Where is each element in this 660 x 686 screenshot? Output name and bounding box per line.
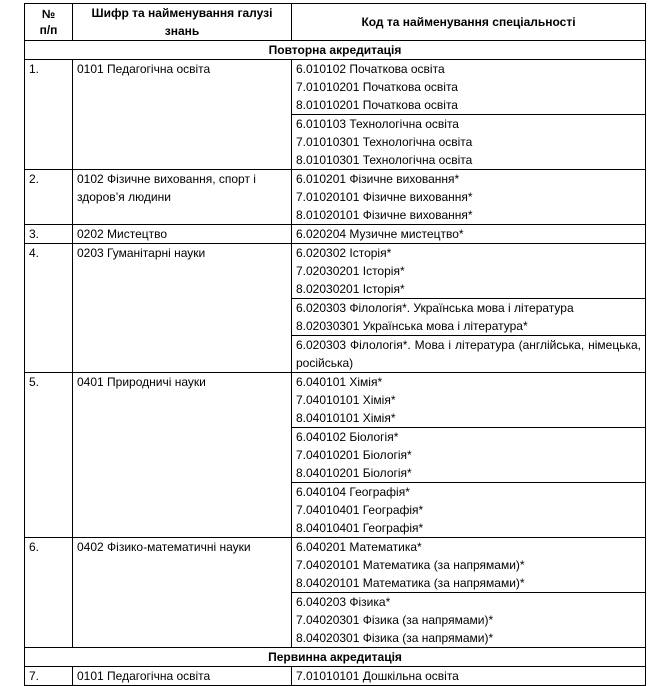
specialty-line: 6.040203 Фізика* bbox=[296, 595, 391, 609]
header-number bbox=[25, 4, 73, 41]
specialty-line: 7.04020301 Фізика (за напрямами)* bbox=[296, 613, 494, 627]
field-of-knowledge: 0202 Мистецтво bbox=[73, 225, 292, 244]
specialty-group bbox=[292, 170, 646, 225]
specialty-line: 7.01010301 Технологічна освіта bbox=[296, 135, 473, 149]
specialty-group bbox=[292, 244, 646, 299]
field-of-knowledge: 0203 Гуманітарні науки bbox=[73, 244, 292, 373]
row-number: 7. bbox=[25, 667, 73, 686]
specialty-line: 7.01010201 Початкова освіта bbox=[296, 80, 458, 94]
specialty-group bbox=[292, 299, 646, 336]
table-row bbox=[25, 667, 646, 686]
header-field: Шифр та найменування галузі знань bbox=[73, 4, 292, 41]
specialty-line: 6.010103 Технологічна освіта bbox=[296, 117, 459, 131]
field-of-knowledge: 0101 Педагогічна освіта bbox=[73, 60, 292, 170]
specialty-group bbox=[292, 115, 646, 170]
specialty-line: 6.040101 Хімія* bbox=[296, 375, 383, 389]
specialty-group bbox=[292, 428, 646, 483]
specialty-line: 7.02030201 Історія* bbox=[296, 264, 405, 278]
field-of-knowledge: 0101 Педагогічна освіта bbox=[73, 667, 292, 686]
specialty-line: 8.02030201 Історія* bbox=[296, 282, 405, 296]
specialty-line: 6.020303 Філологія*. Мова і література (англійська, німецька, російська) bbox=[296, 338, 641, 370]
specialty-line: 6.040201 Математика* bbox=[296, 540, 422, 554]
specialty-line: 6.020303 Філологія*. Українська мова і література bbox=[296, 301, 574, 315]
table-row bbox=[25, 244, 646, 299]
row-number: 4. bbox=[25, 244, 73, 373]
specialty-group bbox=[292, 667, 646, 686]
specialty-line: 7.01010101 Дошкільна освіта bbox=[296, 669, 459, 683]
specialty-line: 7.04010101 Хімія* bbox=[296, 393, 396, 407]
specialty-line: 8.01020101 Фізичне виховання* bbox=[296, 208, 473, 222]
specialty-line: 6.040104 Географія* bbox=[296, 485, 410, 499]
header-number-line2: п/п bbox=[39, 23, 58, 37]
section-title: Повторна акредитація bbox=[25, 41, 646, 60]
section-title: Первинна акредитація bbox=[25, 648, 646, 667]
specialty-line: 7.04020101 Математика (за напрямами)* bbox=[296, 558, 525, 572]
table-header-row bbox=[25, 4, 646, 41]
specialty-line: 6.040102 Біологія* bbox=[296, 430, 399, 444]
header-specialty: Код та найменування спеціальності bbox=[292, 4, 646, 41]
table-row bbox=[25, 60, 646, 115]
row-number: 5. bbox=[25, 373, 73, 538]
specialty-line: 8.01010201 Початкова освіта bbox=[296, 98, 458, 112]
table-row bbox=[25, 373, 646, 428]
accreditation-table bbox=[24, 3, 646, 686]
row-number: 3. bbox=[25, 225, 73, 244]
table-body bbox=[25, 41, 646, 686]
specialty-line: 8.04010201 Біологія* bbox=[296, 466, 412, 480]
field-of-knowledge: 0102 Фізичне виховання, спорт і здоров’я людини bbox=[73, 170, 292, 225]
row-number: 1. bbox=[25, 60, 73, 170]
field-of-knowledge: 0402 Фізико-математичні науки bbox=[73, 538, 292, 648]
specialty-group bbox=[292, 593, 646, 648]
row-number: 2. bbox=[25, 170, 73, 225]
specialty-line: 6.010102 Початкова освіта bbox=[296, 62, 445, 76]
specialty-line: 8.04020301 Фізика (за напрямами)* bbox=[296, 631, 494, 645]
header-number-line1: № bbox=[41, 7, 56, 21]
specialty-line: 7.01020101 Фізичне виховання* bbox=[296, 190, 473, 204]
row-number: 6. bbox=[25, 538, 73, 648]
specialty-line: 8.04010401 Географія* bbox=[296, 521, 424, 535]
specialty-group bbox=[292, 225, 646, 244]
specialty-line: 8.04020101 Математика (за напрямами)* bbox=[296, 576, 525, 590]
specialty-line: 8.01010301 Технологічна освіта bbox=[296, 153, 473, 167]
specialty-line: 8.04010101 Хімія* bbox=[296, 411, 396, 425]
specialty-line: 7.04010401 Географія* bbox=[296, 503, 424, 517]
specialty-group bbox=[292, 538, 646, 593]
specialty-line: 6.020302 Історія* bbox=[296, 246, 392, 260]
table-row bbox=[25, 170, 646, 225]
specialty-line: 6.020204 Музичне мистецтво* bbox=[296, 227, 464, 241]
specialty-line: 7.04010201 Біологія* bbox=[296, 448, 412, 462]
specialty-line: 8.02030301 Українська мова і література* bbox=[296, 319, 528, 333]
specialty-group bbox=[292, 60, 646, 115]
field-of-knowledge: 0401 Природничі науки bbox=[73, 373, 292, 538]
specialty-group bbox=[292, 336, 646, 373]
specialty-group bbox=[292, 373, 646, 428]
table-row bbox=[25, 225, 646, 244]
specialty-line: 6.010201 Фізичне виховання* bbox=[296, 172, 460, 186]
section-row bbox=[25, 648, 646, 667]
section-row bbox=[25, 41, 646, 60]
specialty-group bbox=[292, 483, 646, 538]
table-row bbox=[25, 538, 646, 593]
